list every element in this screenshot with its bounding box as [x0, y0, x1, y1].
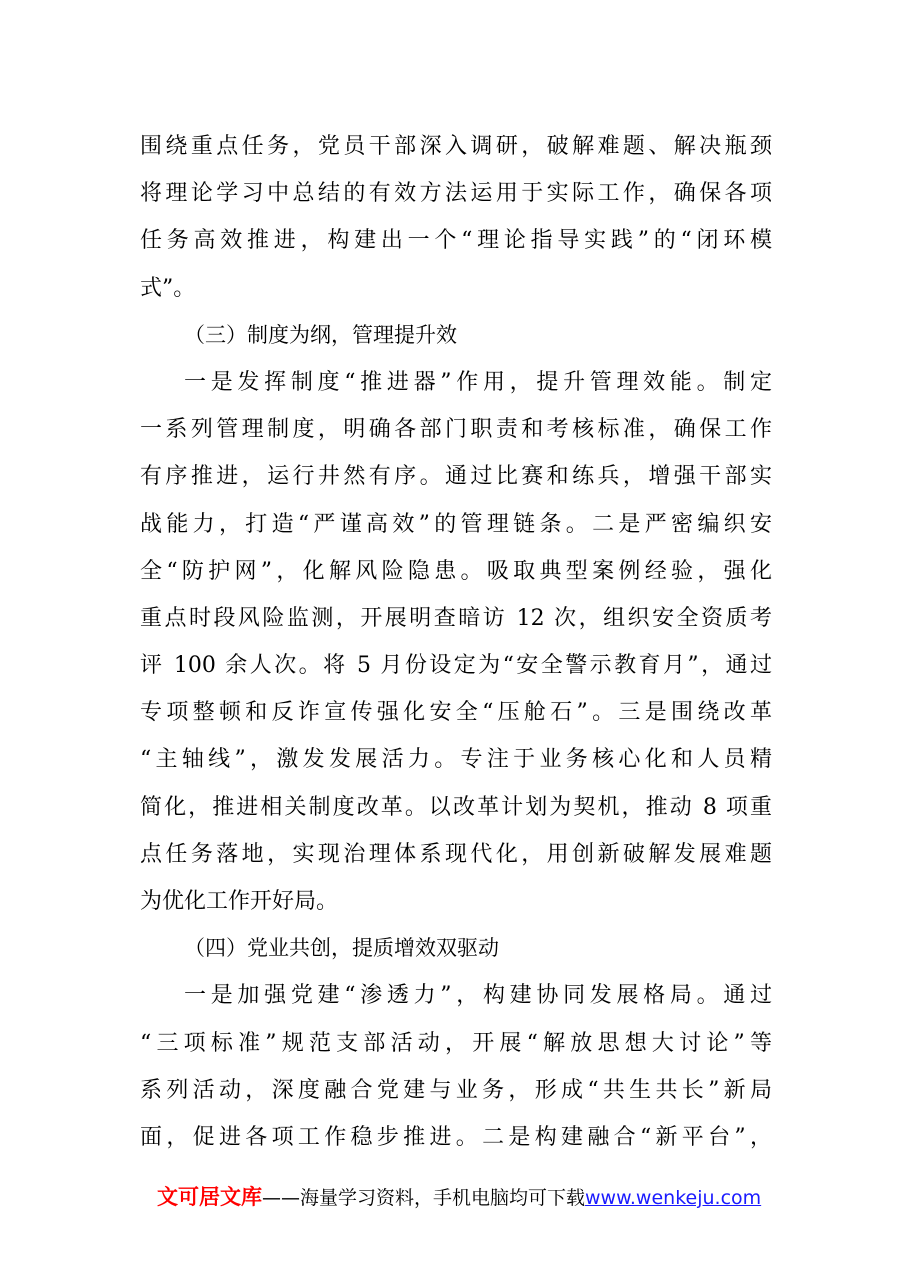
footer-tagline: ——海量学习资料，手机电脑均可下载 — [262, 1187, 586, 1209]
footer-brand: 文可居文库 — [157, 1185, 262, 1209]
body-line: 一是发挥制度“推进器”作用，提升管理效能。制定 — [184, 369, 772, 395]
body-line: 重点时段风险监测，开展明查暗访 12 次，组织安全资质考 — [140, 605, 772, 631]
section-heading-3: （三）制度为纲，管理提升效 — [184, 322, 457, 347]
body-line: 全“防护网”，化解风险隐患。吸取典型案例经验，强化 — [140, 558, 772, 584]
body-line: 将理论学习中总结的有效方法运用于实际工作，确保各项 — [140, 181, 772, 207]
footer-site-link[interactable]: www.wenkeju.com — [585, 1187, 762, 1209]
section-heading-4: （四）党业共创，提质增效双驱动 — [184, 936, 499, 961]
body-line: 战能力，打造“严谨高效”的管理链条。二是严密编织安 — [140, 511, 772, 537]
body-line: 围绕重点任务，党员干部深入调研，破解难题、解决瓶颈 — [140, 134, 772, 159]
document-body — [140, 123, 772, 1161]
body-line: “三项标准”规范支部活动，开展“解放思想大讨论”等 — [140, 1030, 772, 1056]
body-line: 有序推进，运行井然有序。通过比赛和练兵，增强干部实 — [140, 464, 772, 490]
body-line: 系列活动，深度融合党建与业务，形成“共生共长”新局 — [140, 1077, 772, 1103]
body-line: 评 100 余人次。将 5 月份设定为“安全警示教育月”，通过 — [140, 653, 772, 679]
body-line: “主轴线”，激发发展活力。专注于业务核心化和人员精 — [140, 747, 772, 773]
footer-banner — [157, 1180, 761, 1214]
body-line: 一系列管理制度，明确各部门职责和考核标准，确保工作 — [140, 417, 772, 443]
body-line: 任务高效推进，构建出一个“理论指导实践”的“闭环模 — [140, 228, 772, 254]
body-line: 专项整顿和反诈宣传强化安全“压舱石”。三是围绕改革 — [140, 700, 772, 726]
body-line: 点任务落地，实现治理体系现代化，用创新破解发展难题 — [140, 841, 772, 867]
body-line: 式”。 — [140, 275, 196, 301]
body-line: 面，促进各项工作稳步推进。二是构建融合“新平台”， — [140, 1124, 772, 1150]
body-line: 简化，推进相关制度改革。以改革计划为契机，推动 8 项重 — [140, 794, 772, 820]
body-line: 为优化工作开好局。 — [140, 889, 339, 914]
body-line: 一是加强党建“渗透力”，构建协同发展格局。通过 — [184, 983, 772, 1009]
